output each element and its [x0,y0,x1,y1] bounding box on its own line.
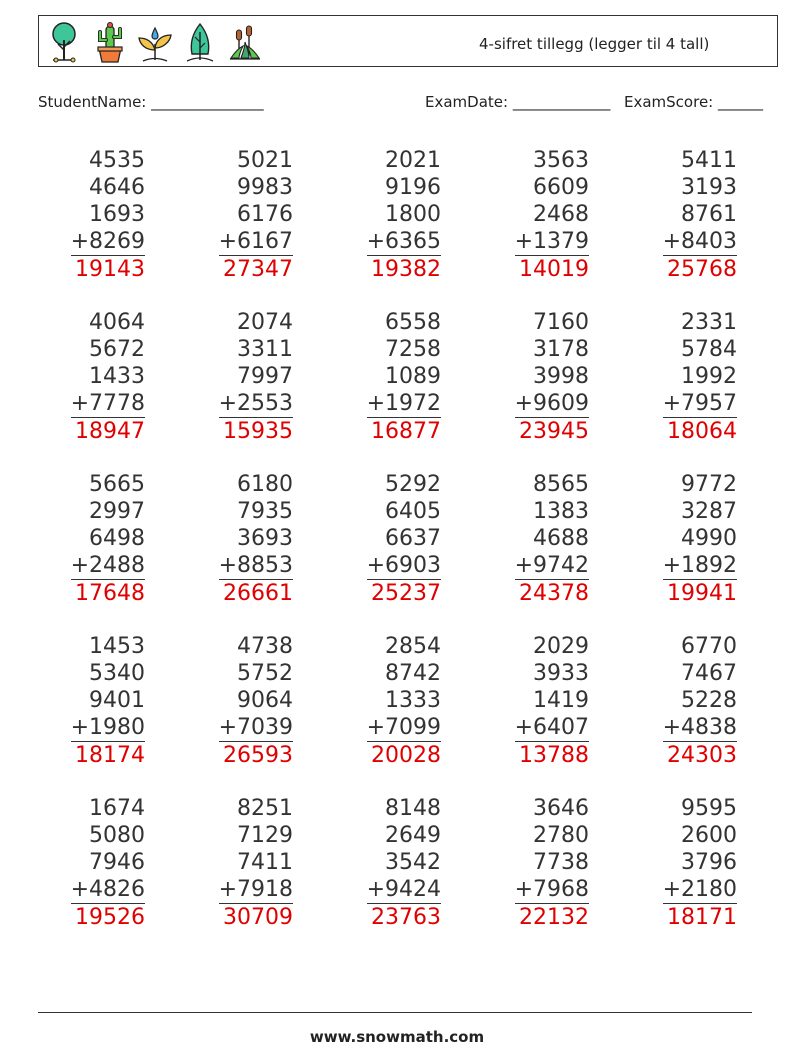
addend-4: +6407 [514,715,589,740]
addend-3: 1089 [385,364,441,389]
addend-3: 1433 [89,364,145,389]
addition-problem [35,795,145,931]
addend-1: 8148 [385,796,441,821]
answer: 25768 [667,257,737,282]
addition-problem [479,633,589,769]
addend-4: +7039 [218,715,293,740]
addend-2: 2649 [385,823,441,848]
addend-4: +9609 [514,391,589,416]
cactus-icon [92,20,128,64]
addend-3: 6637 [385,526,441,551]
addend-4: +7918 [218,877,293,902]
addend-4: +1892 [662,553,737,578]
addend-1: 7160 [533,310,589,335]
addend-2: 3933 [533,661,589,686]
answer: 30709 [223,905,293,930]
answer: 22132 [519,905,589,930]
addend-2: 3311 [237,337,293,362]
answer: 24303 [667,743,737,768]
addend-3: 3998 [533,364,589,389]
addend-2: 3178 [533,337,589,362]
addend-1: 4535 [89,148,145,173]
addend-4-row [35,714,145,742]
addend-1: 3563 [533,148,589,173]
addition-problem [331,633,441,769]
addend-4: +6903 [366,553,441,578]
addend-2: 4646 [89,175,145,200]
addend-4-row [479,390,589,418]
answer: 19143 [75,257,145,282]
addend-3: 7946 [89,850,145,875]
answer: 19382 [371,257,441,282]
addend-3: 7997 [237,364,293,389]
addend-2: 5784 [681,337,737,362]
addition-problem [479,309,589,445]
addend-1: 1674 [89,796,145,821]
addend-1: 5411 [681,148,737,173]
exam-score-field: ExamScore: ______ [624,93,763,111]
addend-2: 5340 [89,661,145,686]
addition-problem [35,471,145,607]
addend-4: +4838 [662,715,737,740]
answer: 18174 [75,743,145,768]
addend-1: 6180 [237,472,293,497]
addend-3: 4688 [533,526,589,551]
addition-problem [627,471,737,607]
addend-4-row [183,714,293,742]
reeds-icon [227,20,263,64]
answer: 27347 [223,257,293,282]
addend-3: 1800 [385,202,441,227]
addend-4-row [627,714,737,742]
addend-3: 8761 [681,202,737,227]
addend-4-row [331,390,441,418]
addend-4-row [627,390,737,418]
addend-2: 1383 [533,499,589,524]
addition-problem [35,309,145,445]
addend-2: 6405 [385,499,441,524]
addend-4-row [331,876,441,904]
answer: 18947 [75,419,145,444]
addend-2: 3287 [681,499,737,524]
addend-3: 6498 [89,526,145,551]
header-icons [47,20,263,64]
answer: 19526 [75,905,145,930]
addend-1: 8251 [237,796,293,821]
addend-1: 3646 [533,796,589,821]
addend-4-row [35,390,145,418]
addition-problem [479,471,589,607]
addend-3: 7738 [533,850,589,875]
addition-problem [183,795,293,931]
addend-4-row [35,876,145,904]
addend-1: 9595 [681,796,737,821]
addend-3: 7411 [237,850,293,875]
addend-4: +8853 [218,553,293,578]
addend-1: 9772 [681,472,737,497]
addition-problem [479,147,589,283]
addition-problem [331,309,441,445]
worksheet-title: 4-sifret tillegg (legger til 4 tall) [479,35,710,53]
addend-4: +2553 [218,391,293,416]
addition-problem [627,795,737,931]
addend-2: 9983 [237,175,293,200]
addition-problem [627,147,737,283]
footer-divider [38,1012,752,1013]
addend-3: 4990 [681,526,737,551]
addend-4: +7968 [514,877,589,902]
addend-4: +6167 [218,229,293,254]
addend-3: 9401 [89,688,145,713]
addend-2: 2780 [533,823,589,848]
addend-4-row [627,552,737,580]
answer: 25237 [371,581,441,606]
addend-1: 6770 [681,634,737,659]
answer: 18171 [667,905,737,930]
addend-3: 2468 [533,202,589,227]
addition-problem [331,471,441,607]
answer: 16877 [371,419,441,444]
answer: 23763 [371,905,441,930]
worksheet-header [38,15,778,67]
addend-3: 1333 [385,688,441,713]
addition-problem [183,147,293,283]
addend-4: +7099 [366,715,441,740]
addend-4: +9742 [514,553,589,578]
addend-4-row [331,552,441,580]
answer: 17648 [75,581,145,606]
addend-3: 3796 [681,850,737,875]
addend-4-row [627,876,737,904]
addend-1: 2074 [237,310,293,335]
addend-2: 2600 [681,823,737,848]
addend-1: 8565 [533,472,589,497]
sprout-icon [137,20,173,64]
addition-problem [183,471,293,607]
addend-4: +1972 [366,391,441,416]
addend-1: 4064 [89,310,145,335]
addend-4: +2488 [70,553,145,578]
addend-1: 2029 [533,634,589,659]
addend-4-row [183,876,293,904]
addend-4: +1980 [70,715,145,740]
addend-3: 5228 [681,688,737,713]
addend-2: 9196 [385,175,441,200]
addend-4-row [627,228,737,256]
addend-4: +7778 [70,391,145,416]
answer: 15935 [223,419,293,444]
exam-date-field: ExamDate: _____________ [425,93,611,111]
addend-4-row [35,552,145,580]
addend-2: 8742 [385,661,441,686]
addend-4: +6365 [366,229,441,254]
addend-4-row [183,552,293,580]
addend-4-row [183,228,293,256]
addend-4: +4826 [70,877,145,902]
addend-4-row [35,228,145,256]
answer: 19941 [667,581,737,606]
footer-site: www.snowmath.com [309,1028,485,1046]
addend-2: 7129 [237,823,293,848]
addend-3: 1419 [533,688,589,713]
addend-4-row [479,714,589,742]
addend-4: +8403 [662,229,737,254]
pine-tree-icon [182,20,218,64]
addend-4-row [479,228,589,256]
addend-1: 5021 [237,148,293,173]
addend-4: +9424 [366,877,441,902]
answer: 24378 [519,581,589,606]
addition-problem [183,633,293,769]
answer: 18064 [667,419,737,444]
answer: 14019 [519,257,589,282]
addend-4: +7957 [662,391,737,416]
addition-problem [331,795,441,931]
addend-4: +2180 [662,877,737,902]
addend-3: 1693 [89,202,145,227]
addend-2: 7258 [385,337,441,362]
addend-1: 4738 [237,634,293,659]
answer: 26593 [223,743,293,768]
answer: 23945 [519,419,589,444]
addend-1: 1453 [89,634,145,659]
addition-problem [479,795,589,931]
addend-4-row [331,714,441,742]
student-name-field: StudentName: _______________ [38,93,264,111]
addend-4-row [331,228,441,256]
addend-2: 3193 [681,175,737,200]
addend-3: 6176 [237,202,293,227]
addition-problem [35,633,145,769]
addend-4-row [479,876,589,904]
addend-1: 6558 [385,310,441,335]
addend-2: 2997 [89,499,145,524]
addition-problem [627,633,737,769]
addend-2: 5080 [89,823,145,848]
addend-4: +8269 [70,229,145,254]
addend-2: 5672 [89,337,145,362]
addend-3: 3542 [385,850,441,875]
answer: 13788 [519,743,589,768]
addition-problem [627,309,737,445]
addend-3: 9064 [237,688,293,713]
answer: 20028 [371,743,441,768]
addition-problem [183,309,293,445]
addend-2: 7935 [237,499,293,524]
addend-3: 1992 [681,364,737,389]
addend-4: +1379 [514,229,589,254]
addition-problem [331,147,441,283]
addend-3: 3693 [237,526,293,551]
addend-1: 2854 [385,634,441,659]
addend-1: 2021 [385,148,441,173]
addend-2: 5752 [237,661,293,686]
addend-2: 7467 [681,661,737,686]
addend-2: 6609 [533,175,589,200]
addend-1: 5292 [385,472,441,497]
addend-4-row [479,552,589,580]
addend-1: 2331 [681,310,737,335]
addend-4-row [183,390,293,418]
answer: 26661 [223,581,293,606]
addend-1: 5665 [89,472,145,497]
addition-problem [35,147,145,283]
tree-icon [47,20,83,64]
